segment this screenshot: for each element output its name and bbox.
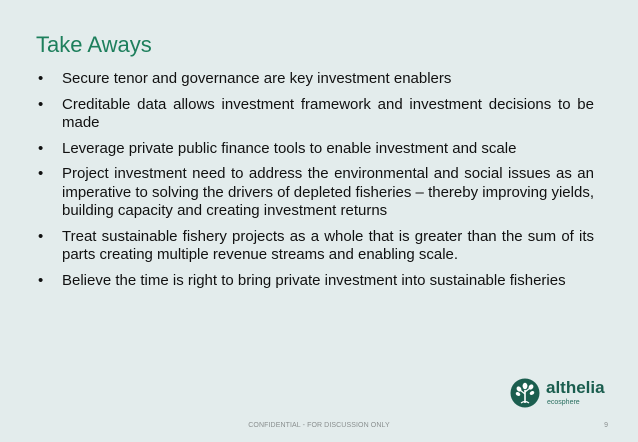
bullet-marker: • (38, 227, 44, 245)
bullet-text: Treat sustainable fishery projects as a whole that is greater than the sum of its parts creating multiple revenue streams and enabling scale. (62, 227, 594, 263)
bullet-text: Project investment need to address the environmental and social issues as an imperative to solving the drivers of depleted fisheries – thereby improving yields, building capacity and creating investment returns (62, 165, 594, 219)
page-number: 9 (604, 422, 608, 429)
althelia-logo (510, 378, 610, 412)
bullet-item (38, 70, 594, 89)
bullet-marker: • (38, 139, 44, 157)
bullet-text: Secure tenor and governance are key investment enablers (62, 70, 452, 87)
bullet-text: Leverage private public finance tools to enable investment and scale (62, 139, 517, 157)
bullet-marker: • (38, 165, 44, 182)
bullet-text: Creditable data allows investment framework and investment decisions to be made (62, 95, 594, 131)
bullet-item (38, 140, 594, 159)
slide-title: Take Aways (36, 32, 152, 57)
bullet-text: Believe the time is right to bring private investment into sustainable fisheries (62, 271, 566, 289)
bullet-item (38, 96, 594, 133)
bullet-marker: • (38, 70, 44, 87)
bullet-item (38, 228, 594, 265)
bullet-item (38, 272, 594, 291)
logo-subtitle: ecosphere (547, 399, 580, 406)
logo-name: althelia (546, 378, 605, 397)
bullet-marker: • (38, 271, 44, 289)
bullet-list (38, 70, 594, 297)
bullet-marker: • (38, 95, 44, 113)
bullet-item (38, 165, 594, 221)
confidential-footer: CONFIDENTIAL - FOR DISCUSSION ONLY (248, 422, 390, 429)
tree-leaf-icon (510, 378, 540, 408)
